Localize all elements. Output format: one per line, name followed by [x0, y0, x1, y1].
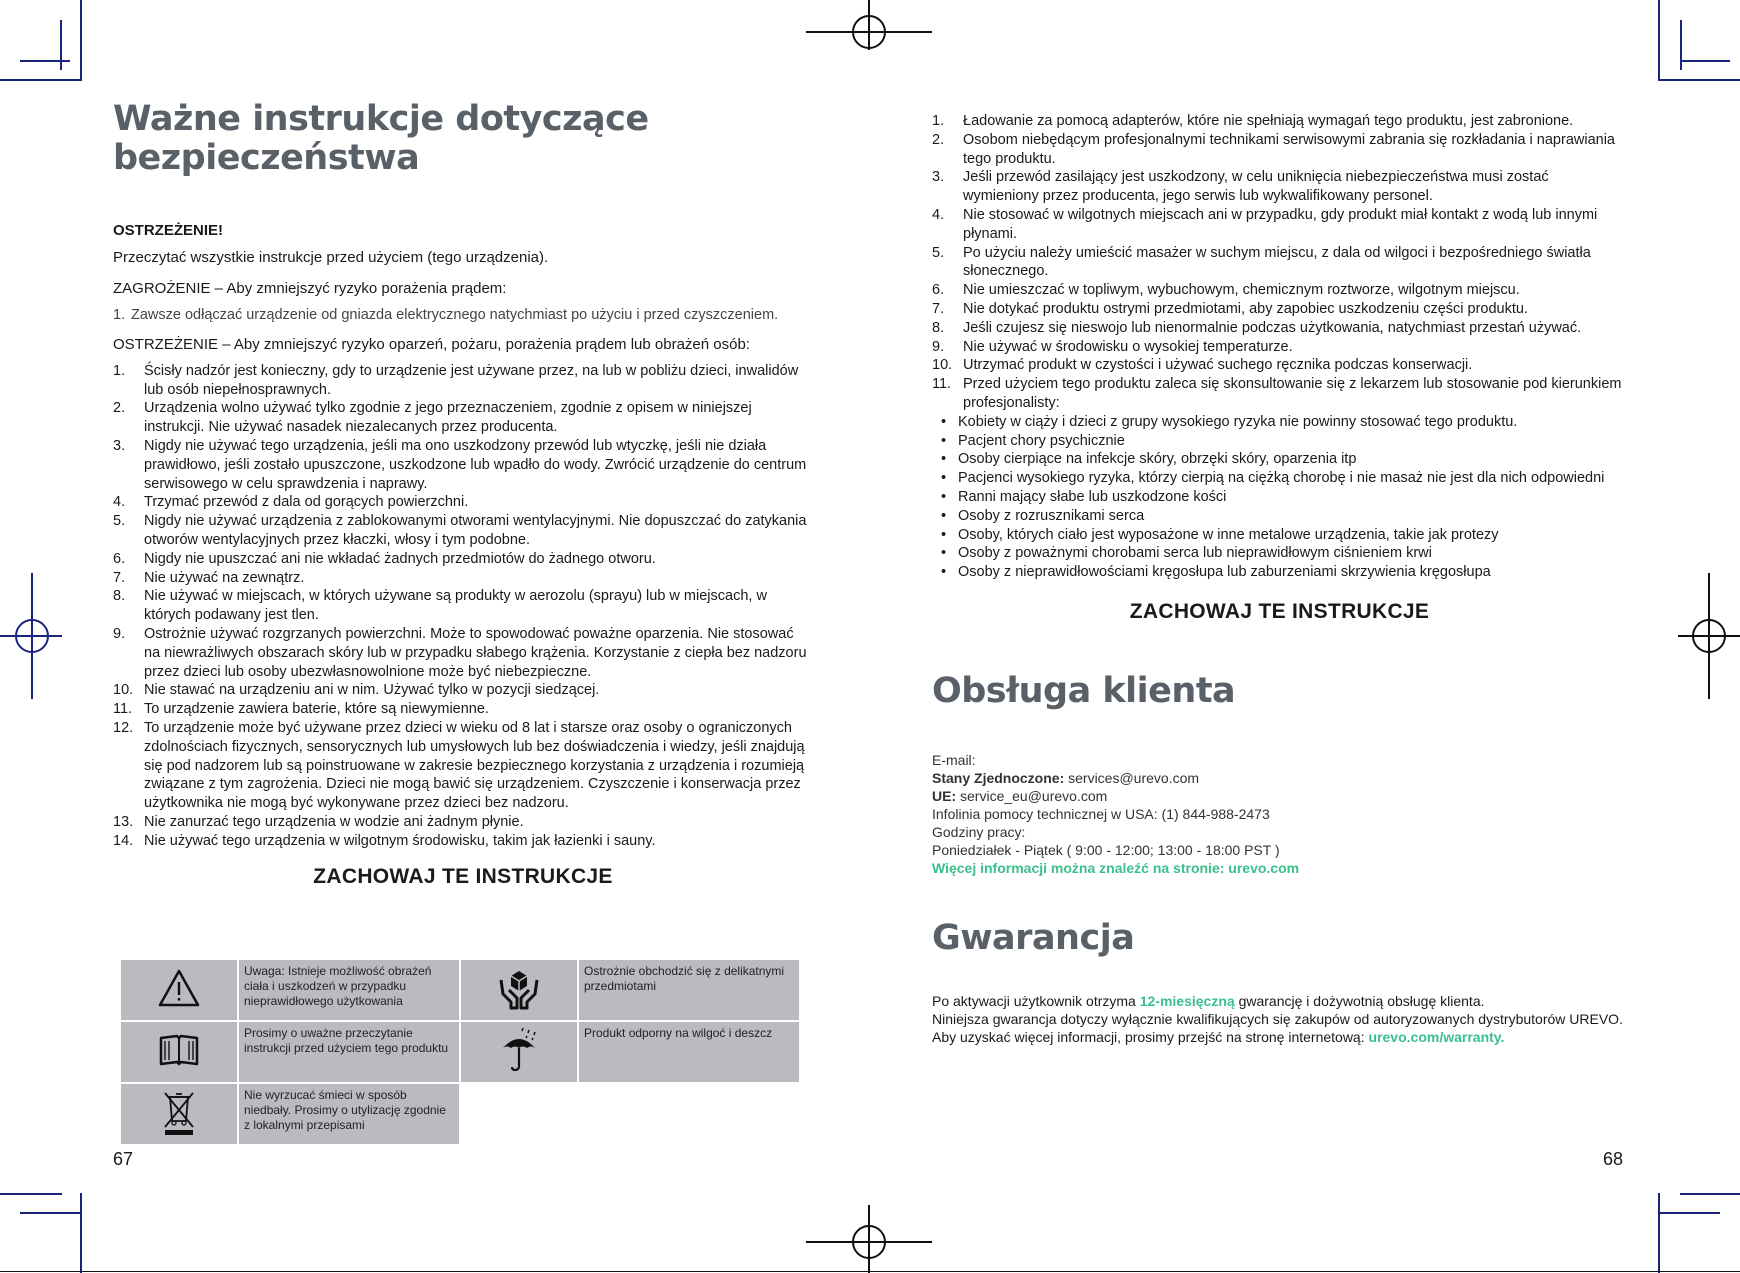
list-text: Urządzenia wolno używać tylko zgodnie z jego przeznaczeniem, zgodnie z opisem w niniejszej instrukcji. Nie używać nasadek niezalecanych przez producenta. — [144, 400, 752, 436]
list-text: Nie stosować w wilgotnych miejscach ani w przypadku, gdy produkt miał kontakt z wodą lub innymi płynami. — [963, 206, 1598, 242]
list-number: 8. — [932, 319, 945, 336]
list-item — [113, 719, 813, 813]
list-number: 10. — [113, 682, 134, 699]
list-item: • Pacjent chory psychicznie — [941, 432, 1125, 449]
contraindication-list — [932, 413, 1627, 582]
crossed-bin-icon — [157, 1087, 201, 1137]
list-number: 2. — [113, 400, 126, 417]
warranty-line1 — [932, 992, 1627, 1010]
list-number: 5. — [113, 513, 126, 530]
list-number: 9. — [113, 625, 126, 642]
warranty-text-part: Po aktywacji użytkownik otrzyma — [932, 992, 1140, 1009]
warranty-line3 — [932, 1028, 1627, 1046]
symbol-cell — [460, 959, 578, 1021]
list-text: Nie używać na zewnątrz. — [144, 569, 305, 586]
list-item — [113, 493, 813, 512]
hotline: Infolinia pomocy technicznej w USA: (1) 844-988-2473 — [932, 805, 1270, 822]
list-item — [932, 281, 1627, 300]
warranty-title: Gwarancja — [932, 917, 1135, 958]
list-text: Trzymać przewód z dala od gorących powierzchni. — [144, 494, 469, 511]
list-text: Pacjent chory psychicznie — [958, 432, 1125, 449]
symbols-table — [119, 958, 801, 1146]
list-number: 1. — [932, 113, 945, 129]
list-item — [932, 375, 1627, 413]
symbol-text: Nie wyrzucać śmieci w sposób niedbały. Prosimy o utylizację zgodnie z lokalnymi przepisami — [238, 1083, 460, 1145]
symbol-cell — [120, 1083, 238, 1145]
list-number: 6. — [932, 282, 945, 299]
list-text: Nigdy nie używać urządzenia z zablokowanymi otworami wentylacyjnymi. Nie dopuszczać do zatykania otworów wentylacyjnych przez kłaczki, włosy i tym podobne. — [144, 513, 807, 548]
warning-triangle-icon — [157, 968, 201, 1008]
us-contact — [932, 769, 1627, 787]
list-number: 13. — [113, 813, 134, 830]
list-item — [932, 206, 1627, 244]
list-item — [113, 512, 813, 550]
list-text: Nigdy nie upuszczać ani nie wkładać żadnych przedmiotów do żadnego otworu. — [144, 550, 656, 567]
safety-list — [113, 362, 813, 851]
list-text: Jeśli czujesz się nieswojo lub nienormalnie podczas użytkowania, natychmiast przestań używać. — [963, 319, 1582, 336]
list-text: Nie zanurzać tego urządzenia w wodzie ani żadnym płynie. — [144, 813, 524, 830]
list-number: 11. — [113, 701, 133, 718]
list-number: 6. — [113, 550, 126, 567]
right-page — [932, 112, 1627, 1046]
save-instructions-heading-left: ZACHOWAJ TE INSTRUKCJE — [313, 864, 613, 888]
us-label: Stany Zjednoczone: — [932, 769, 1065, 786]
list-item — [113, 306, 813, 325]
list-text: Osoby, których ciało jest wyposażone w inne metalowe urządzenia, takie jak protezy — [958, 526, 1499, 543]
list-text: Nie stawać na urządzeniu ani w nim. Używać tylko w pozycji siedzącej. — [144, 682, 600, 699]
list-text: Nie używać tego urządzenia w wilgotnym środowisku, takim jak łazienki i sauny. — [144, 832, 656, 849]
list-item — [932, 319, 1627, 338]
list-text: Osobom niebędącym profesjonalnymi technikami serwisowymi zabrania się rozkładania i naprawiania tego produktu. — [963, 131, 1615, 167]
left-page — [113, 100, 813, 889]
list-number: 12. — [113, 719, 134, 736]
list-text: Nigdy nie używać tego urządzenia, jeśli ma ono uszkodzony przewód lub wtyczkę, jeśli nie działa prawidłowo, jeśli zostało upuszczone, uszkodzone lub wpadło do wody. Zwrócić urządzenie do centrum serwisowego w celu sprawdzenia i naprawy. — [144, 437, 807, 492]
list-text: Osoby z nieprawidłowościami kręgosłupa lub zaburzeniami skrzywienia kręgosłupa — [958, 564, 1491, 581]
list-item — [932, 356, 1627, 375]
list-item — [113, 625, 813, 681]
safety-title — [113, 100, 813, 178]
list-text: Po użyciu należy umieścić masażer w suchym miejscu, z dala od wilgoci i bezpośredniego światła słonecznego. — [963, 244, 1591, 280]
symbol-text: Produkt odporny na wilgoć i deszcz — [578, 1021, 800, 1083]
list-number: 4. — [932, 206, 945, 223]
symbol-text: Uwaga: Istnieje możliwość obrażeń ciała i uszkodzeń w przypadku nieprawidłowego użytkowania — [238, 959, 460, 1021]
intro-text: Przeczytać wszystkie instrukcje przed użyciem (tego urządzenia). — [113, 249, 549, 266]
umbrella-rain-icon — [497, 1026, 541, 1074]
warranty-line2: Niniejsza gwarancja dotyczy wyłącznie kwalifikujących się zakupów od autoryzowanych dystrybutorów UREVO. — [932, 1010, 1623, 1027]
safety-title-line1: Ważne instrukcje dotyczące — [113, 99, 649, 139]
email-label: E-mail: — [932, 751, 976, 768]
list-item: • Osoby cierpiące na infekcje skóry, obrzęki skóry, oparzenia itp — [941, 451, 1357, 468]
list-text: To urządzenie zawiera baterie, które są niewymienne. — [144, 701, 489, 718]
symbol-text: Prosimy o uważne przeczytanie instrukcji przed użyciem tego produktu — [238, 1021, 460, 1083]
list-text: Ostrożnie używać rozgrzanych powierzchni. Może to spowodować poważne oparzenia. Nie stosować na niewrażliwych obszarach skóry lub w przypadku słabego krążenia. Korzystanie z ciepła bez nadzoru przez dzieci lub osoby ubezwłasnowolnione może być niebezpieczne. — [144, 625, 807, 680]
list-item — [932, 168, 1627, 206]
empty-cell — [578, 1083, 800, 1145]
list-text: Kobiety w ciąży i dzieci z grupy wysokiego ryzyka nie powinny stosować tego produktu. — [958, 413, 1518, 430]
list-text: Utrzymać produkt w czystości i używać suchego ręcznika podczas konserwacji. — [963, 357, 1473, 374]
danger-text: ZAGROŻENIE – Aby zmniejszyć ryzyko porażenia prądem: — [113, 280, 507, 297]
list-item — [113, 813, 813, 832]
list-text: Osoby cierpiące na infekcje skóry, obrzęki skóry, oparzenia itp — [958, 451, 1357, 468]
list-item: • Kobiety w ciąży i dzieci z grupy wysokiego ryzyka nie powinny stosować tego produktu. — [941, 413, 1518, 430]
symbol-cell — [460, 1021, 578, 1083]
empty-cell — [460, 1083, 578, 1145]
list-item: • Osoby z nieprawidłowościami kręgosłupa lub zaburzeniami skrzywienia kręgosłupa — [941, 564, 1491, 581]
list-text: Nie używać w środowisku o wysokiej temperaturze. — [963, 338, 1293, 355]
list-number: 4. — [113, 494, 126, 511]
list-item — [113, 550, 813, 569]
more-info-link[interactable]: Więcej informacji można znaleźć na stronie: urevo.com — [932, 859, 1300, 876]
eu-label: UE: — [932, 787, 957, 804]
eu-email[interactable]: service_eu@urevo.com — [960, 787, 1108, 804]
manual-book-icon — [157, 1032, 201, 1068]
bottom-rule — [0, 1271, 1740, 1272]
list-number: 1. — [113, 307, 126, 323]
list-item — [113, 399, 813, 437]
list-number: 3. — [113, 437, 126, 454]
list-number: 7. — [113, 569, 126, 586]
list-item: • Osoby, których ciało jest wyposażone w inne metalowe urządzenia, takie jak protezy — [941, 526, 1499, 543]
list-item — [932, 338, 1627, 357]
list-number: 9. — [932, 338, 945, 355]
list-item — [113, 700, 813, 719]
symbol-cell — [120, 959, 238, 1021]
list-item — [113, 569, 813, 588]
list-number: 5. — [932, 244, 945, 261]
list-item — [113, 832, 813, 851]
list-text: Zawsze odłączać urządzenie od gniazda elektrycznego natychmiast po użyciu i przed czyszczeniem. — [131, 307, 779, 323]
list-item — [932, 300, 1627, 319]
list-text: Nie używać w miejscach, w których używane są produkty w aerozolu (sprayu) lub w miejscach, w których podawany jest tlen. — [144, 588, 767, 624]
list-text: Jeśli przewód zasilający jest uszkodzony, w celu uniknięcia niebezpieczeństwa musi zostać wymieniony przez producenta, jego serwis lub wykwalifikowany personel. — [963, 169, 1549, 205]
warranty-link[interactable]: urevo.com/warranty. — [1368, 1028, 1505, 1045]
danger-list — [113, 306, 813, 325]
list-item — [113, 362, 813, 400]
list-item — [932, 244, 1627, 282]
table-row — [120, 1021, 800, 1083]
list-item — [113, 587, 813, 625]
customer-service-block — [932, 751, 1627, 877]
list-text: Osoby z rozrusznikami serca — [958, 507, 1145, 524]
list-text: Nie umieszczać w topliwym, wybuchowym, chemicznym roztworze, wilgotnym miejscu. — [963, 282, 1520, 299]
warranty-text-part: Aby uzyskać więcej informacji, prosimy przejść na stronę internetową: — [932, 1028, 1369, 1045]
list-text: Nie dotykać produktu ostrymi przedmiotami, aby zapobiec uszkodzeniu części produktu. — [963, 300, 1528, 317]
fragile-handle-icon — [497, 966, 541, 1010]
list-text: To urządzenie może być używane przez dzieci w wieku od 8 lat i starsze oraz osoby o ograniczonych zdolnościach fizycznych, sensorycznych lub umysłowych lub bez doświadczenia i wiedzy, jeśli znajdują się pod nadzorem lub są poinstruowane w zakresie bezpiecznego korzystania z urządzenia i rozumieją związane z tym zagrożenia. Dzieci nie mogą bawić się urządzeniem. Czyszczenie i konserwacja przez użytkownika nie mogą być wykonywane przez dzieci bez nadzoru. — [144, 719, 805, 812]
symbol-text: Ostrożnie obchodzić się z delikatnymi przedmiotami — [578, 959, 800, 1021]
table-row — [120, 959, 800, 1021]
list-item — [932, 131, 1627, 169]
warranty-period: 12-miesięczną — [1139, 992, 1235, 1009]
list-number: 2. — [932, 131, 945, 148]
list-item: • Ranni mający słabe lub uszkodzone kości — [941, 488, 1227, 505]
list-text: Osoby z poważnymi chorobami serca lub nieprawidłowym ciśnieniem krwi — [958, 545, 1432, 562]
list-item — [113, 437, 813, 493]
list-item — [113, 681, 813, 700]
symbol-cell — [120, 1021, 238, 1083]
page-number-right: 68 — [1603, 1149, 1624, 1169]
safety-title-line2: bezpieczeństwa — [113, 138, 420, 178]
page-number-left: 67 — [113, 1149, 134, 1169]
list-number: 14. — [113, 832, 134, 849]
table-row — [120, 1083, 800, 1145]
list-text: Ranni mający słabe lub uszkodzone kości — [958, 488, 1227, 505]
list-number: 1. — [113, 362, 126, 379]
warning2-text: OSTRZEŻENIE – Aby zmniejszyć ryzyko oparzeń, pożaru, porażenia prądem lub obrażeń osób: — [113, 335, 750, 353]
list-item — [932, 112, 1627, 131]
list-text: Przed użyciem tego produktu zaleca się skonsultowanie się z lekarzem lub stosowanie pod kierunkiem profesjonalisty: — [963, 376, 1622, 411]
list-text: Pacjenci wysokiego ryzyka, którzy cierpią na ciężką chorobę i nie masaż nie jest dla nich odpowiedni — [958, 470, 1605, 487]
save-instructions-heading-right: ZACHOWAJ TE INSTRUKCJE — [1129, 599, 1430, 623]
list-number: 11. — [932, 376, 952, 393]
list-number: 7. — [932, 300, 945, 317]
warning-label: OSTRZEŻENIE! — [113, 222, 224, 239]
list-number: 8. — [113, 588, 126, 605]
list-item: • Osoby z rozrusznikami serca — [941, 507, 1145, 524]
hours-label: Godziny pracy: — [932, 823, 1026, 840]
list-text: Ładowanie za pomocą adapterów, które nie spełniają wymagań tego produktu, jest zabronione. — [963, 113, 1574, 129]
safety-list-continued — [932, 112, 1627, 413]
list-item: • Osoby z poważnymi chorobami serca lub nieprawidłowym ciśnieniem krwi — [941, 545, 1432, 562]
eu-contact — [932, 787, 1627, 805]
warranty-text-part: gwarancję i dożywotnią obsługę klienta. — [1234, 992, 1485, 1009]
customer-service-title: Obsługa klienta — [932, 670, 1236, 711]
hours: Poniedziałek - Piątek ( 9:00 - 12:00; 13:00 - 18:00 PST ) — [932, 841, 1280, 858]
us-email[interactable]: services@urevo.com — [1068, 769, 1200, 786]
warranty-text — [932, 992, 1627, 1046]
list-number: 10. — [932, 357, 953, 374]
list-number: 3. — [932, 169, 945, 186]
list-text: Ścisły nadzór jest konieczny, gdy to urządzenie jest używane przez, na lub w pobliżu dzieci, inwalidów lub osób niepełnosprawnych. — [144, 362, 799, 398]
list-item: • Pacjenci wysokiego ryzyka, którzy cierpią na ciężką chorobę i nie masaż nie jest dla nich odpowiedni — [941, 470, 1605, 487]
